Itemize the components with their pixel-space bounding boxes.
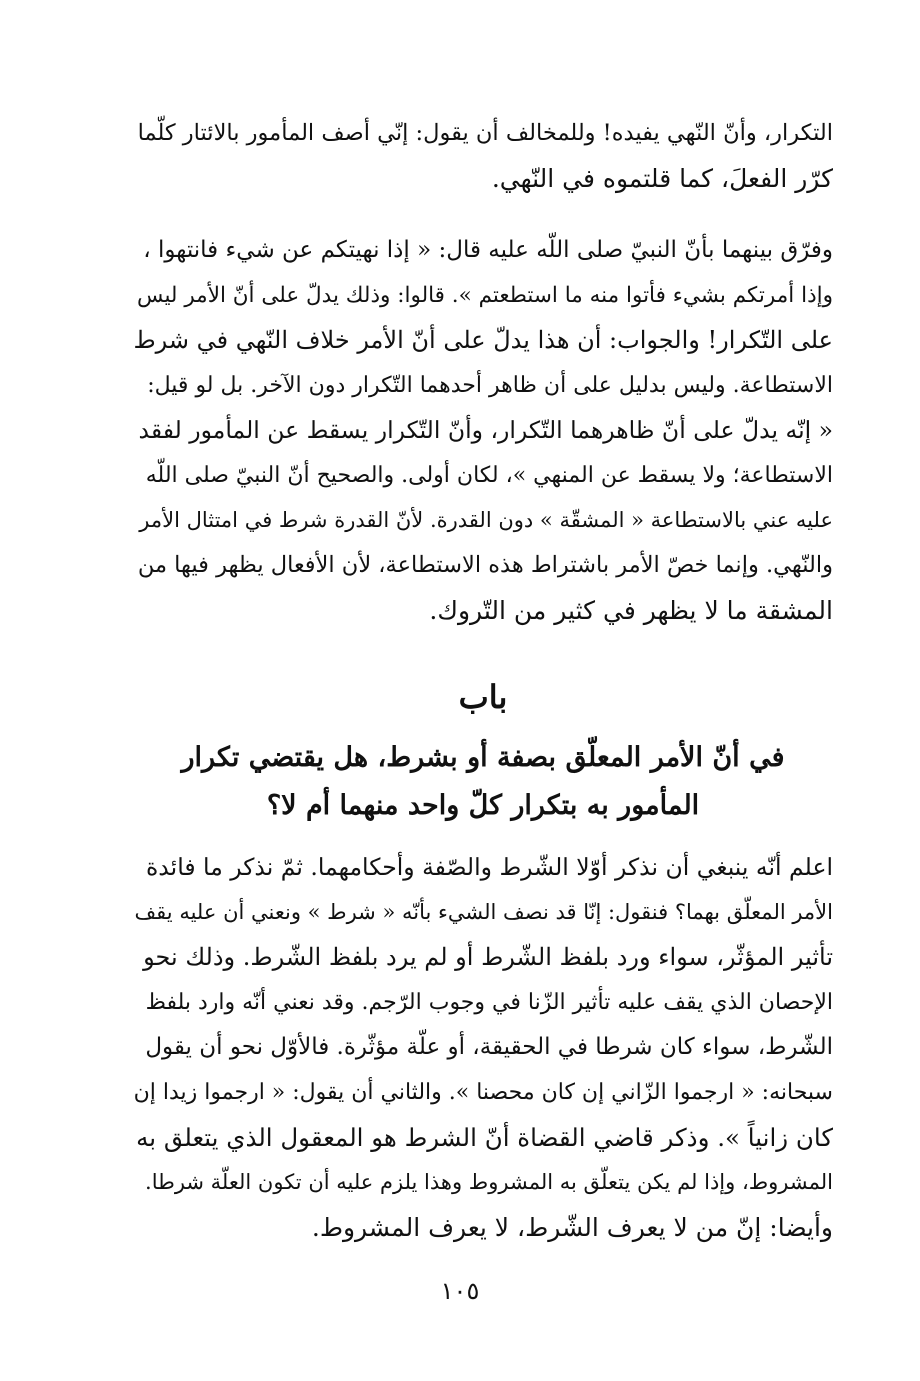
text-line: وفرّق بينهما بأنّ النبيّ صلى اللّه عليه قال: « إذا نهيتكم عن شيء فانتهوا ، (143, 237, 833, 263)
text-line: كرّر الفعلَ، كما قلتموه في النّهي. (491, 164, 833, 193)
title-line: في أنّ الأمر المعلّق بصفة أو بشرط، هل يقتضي تكرار (181, 742, 785, 773)
text-line: الأمر المعلّق بهما؟ فنقول: إنّا قد نصف الشيء بأنّه « شرط » ونعني أن عليه يقف (134, 900, 833, 924)
text-line: وأيضا: إنّ من لا يعرف الشّرط، لا يعرف المشروط. (311, 1213, 833, 1242)
text-line: كان زانياً ». وذكر قاضي القضاة أنّ الشرط هو المعقول الذي يتعلق به (136, 1123, 833, 1152)
text-line: الشّرط، سواء كان شرطا في الحقيقة، أو علّة مؤثّرة. فالأوّل نحو أن يقول (145, 1034, 833, 1060)
paragraph-condition (133, 845, 833, 1250)
text-line: تأثير المؤثّر، سواء ورد بلفظ الشّرط أو لم يرد بلفظ الشّرط. وذلك نحو (143, 943, 833, 971)
text-line: والنّهي. وإنما خصّ الأمر باشتراط هذه الاستطاعة، لأن الأفعال يظهر فيها من (137, 552, 833, 578)
text-line: التكرار، وأنّ النّهي يفيده! وللمخالف أن يقول: إنّي أصف المأمور بالائتار كلّما (137, 120, 833, 146)
section-title (133, 734, 833, 830)
text-line: الاستطاعة؛ ولا يسقط عن المنهي »، لكان أولى. والصحيح أنّ النبيّ صلى اللّه (145, 463, 833, 488)
text-line: الاستطاعة. وليس بدليل على أن ظاهر أحدهما التّكرار دون الآخر. بل لو قيل: (147, 373, 833, 398)
text-line: على التّكرار! والجواب: أن هذا يدلّ على أنّ الأمر خلاف النّهي في شرط (133, 326, 833, 354)
text-line: سبحانه: « ارجموا الزّاني إن كان محصنا ». والثاني أن يقول: « ارجموا زيدا إن (133, 1080, 833, 1105)
paragraph-distinction (133, 228, 833, 633)
section-heading: باب (458, 678, 508, 716)
page-number: ١٠٥ (440, 1277, 480, 1305)
text-line: الإحصان الذي يقف عليه تأثير الزّنا في وجوب الرّجم. وقد نعني أنّه وارد بلفظ (145, 990, 833, 1015)
title-line: المأمور به بتكرار كلّ واحد منهما أم لا؟ (266, 790, 700, 821)
text-line: « إنّه يدلّ على أنّ ظاهرهما التّكرار، وأنّ التّكرار يسقط عن المأمور لفقد (138, 416, 833, 444)
text-line: عليه عني بالاستطاعة « المشقّة » دون القدرة. لأنّ القدرة شرط في امتثال الأمر (139, 508, 833, 532)
text-line: اعلم أنّه ينبغي أن نذكر أوّلا الشّرط والصّفة وأحكامهما. ثمّ نذكر ما فائدة (146, 853, 833, 881)
text-line: وإذا أمرتكم بشيء فأتوا منه ما استطعتم ». قالوا: وذلك يدلّ على أنّ الأمر ليس (137, 283, 833, 308)
text-line: المشروط، وإذا لم يكن يتعلّق به المشروط وهذا يلزم عليه أن تكون العلّة شرطا. (145, 1170, 833, 1194)
paragraph-continued (133, 111, 833, 201)
text-line: المشقة ما لا يظهر في كثير من التّروك. (429, 596, 833, 625)
